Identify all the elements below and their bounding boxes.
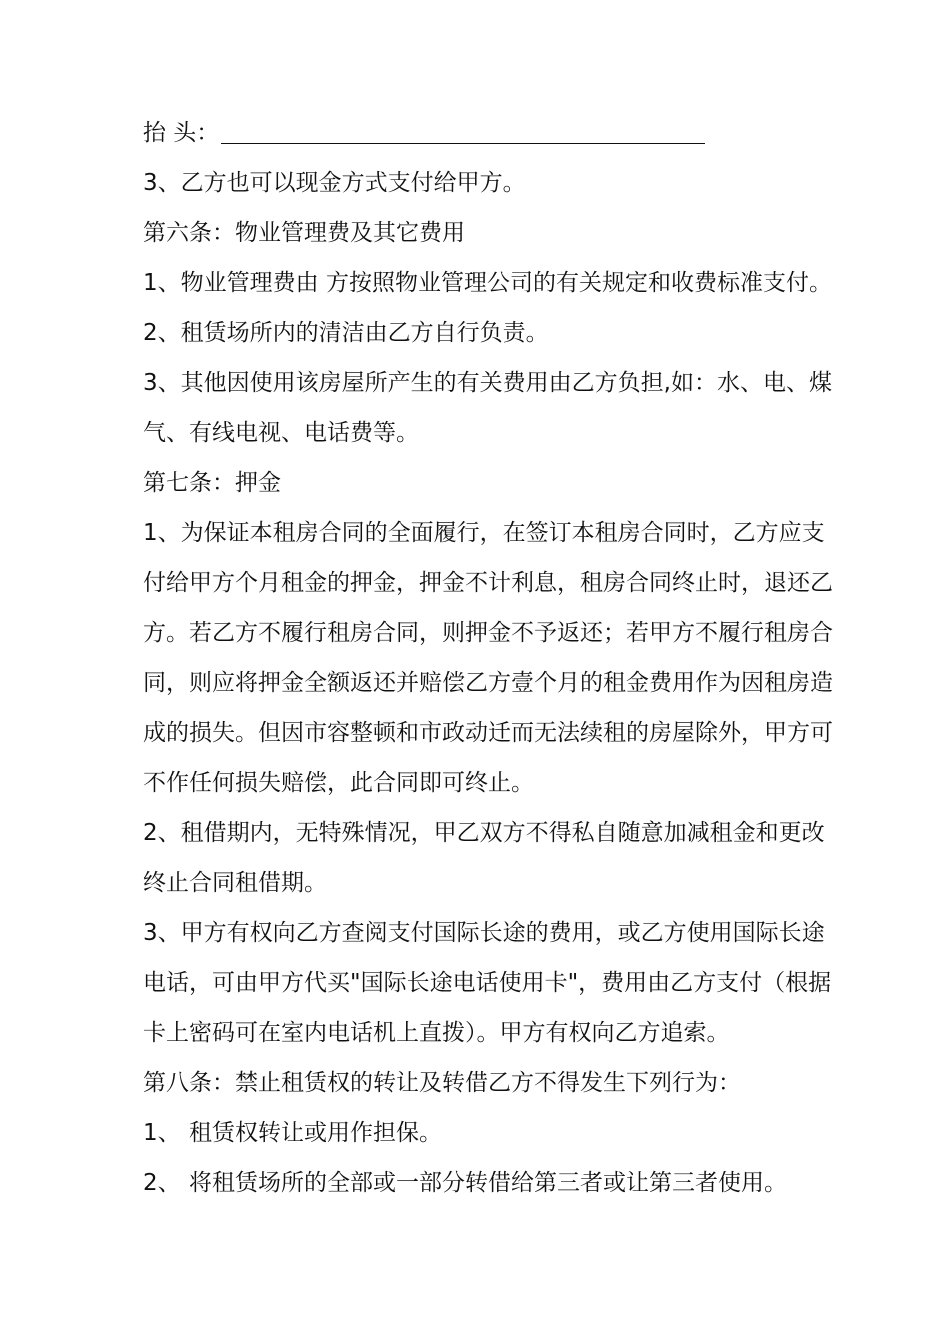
list-item-text: 将租赁场所的全部或一部分转借给第三者或让第三者使用。	[189, 1170, 787, 1196]
paragraph-line: 3、甲方有权向乙方查阅支付国际长途的费用，或乙方使用国际长途	[143, 920, 825, 946]
header-line	[143, 108, 813, 158]
paragraph-line: 方。若乙方不履行租房合同，则押金不予返还；若甲方不履行租房合	[143, 620, 833, 646]
section-heading-6: 第六条：物业管理费及其它费用	[143, 220, 465, 246]
list-item-number: 2、	[143, 1170, 181, 1196]
paragraph-line: 1、为保证本租房合同的全面履行，在签订本租房合同时，乙方应支	[143, 520, 825, 546]
paragraph-line: 3、其他因使用该房屋所产生的有关费用由乙方负担,如：水、电、煤	[143, 370, 832, 396]
list-item	[143, 1158, 813, 1208]
paragraph-line: 2、租赁场所内的清洁由乙方自行负责。	[143, 320, 549, 346]
paragraph-line: 2、租借期内，无特殊情况，甲乙双方不得私自随意加减租金和更改	[143, 820, 825, 846]
paragraph-line: 终止合同租借期。	[143, 870, 327, 896]
section-heading-7: 第七条：押金	[143, 470, 281, 496]
paragraph-line: 3、乙方也可以现金方式支付给甲方。	[143, 170, 526, 196]
header-label: 抬 头：	[143, 120, 220, 146]
section-heading-8: 第八条：禁止租赁权的转让及转借乙方不得发生下列行为：	[143, 1070, 741, 1096]
list-item-text: 租赁权转让或用作担保。	[189, 1120, 442, 1146]
paragraph-line: 成的损失。但因市容整顿和市政动迁而无法续租的房屋除外，甲方可	[143, 720, 833, 746]
paragraph-line: 付给甲方个月租金的押金，押金不计利息，租房合同终止时，退还乙	[143, 570, 833, 596]
list-item-number: 1、	[143, 1120, 181, 1146]
header-blank-field	[221, 113, 705, 144]
paragraph-line: 电话，可由甲方代买"国际长途电话使用卡"，费用由乙方支付（根据	[143, 970, 832, 996]
list-item	[143, 1108, 813, 1158]
document-body	[143, 108, 833, 1208]
paragraph-line: 同，则应将押金全额返还并赔偿乙方壹个月的租金费用作为因租房造	[143, 670, 833, 696]
paragraph-line: 气、有线电视、电话费等。	[143, 420, 419, 446]
paragraph-line: 不作任何损失赔偿，此合同即可终止。	[143, 770, 534, 796]
paragraph-line: 卡上密码可在室内电话机上直拨）。甲方有权向乙方追索。	[143, 1020, 730, 1046]
paragraph-line: 1、物业管理费由 方按照物业管理公司的有关规定和收费标准支付。	[143, 270, 832, 296]
